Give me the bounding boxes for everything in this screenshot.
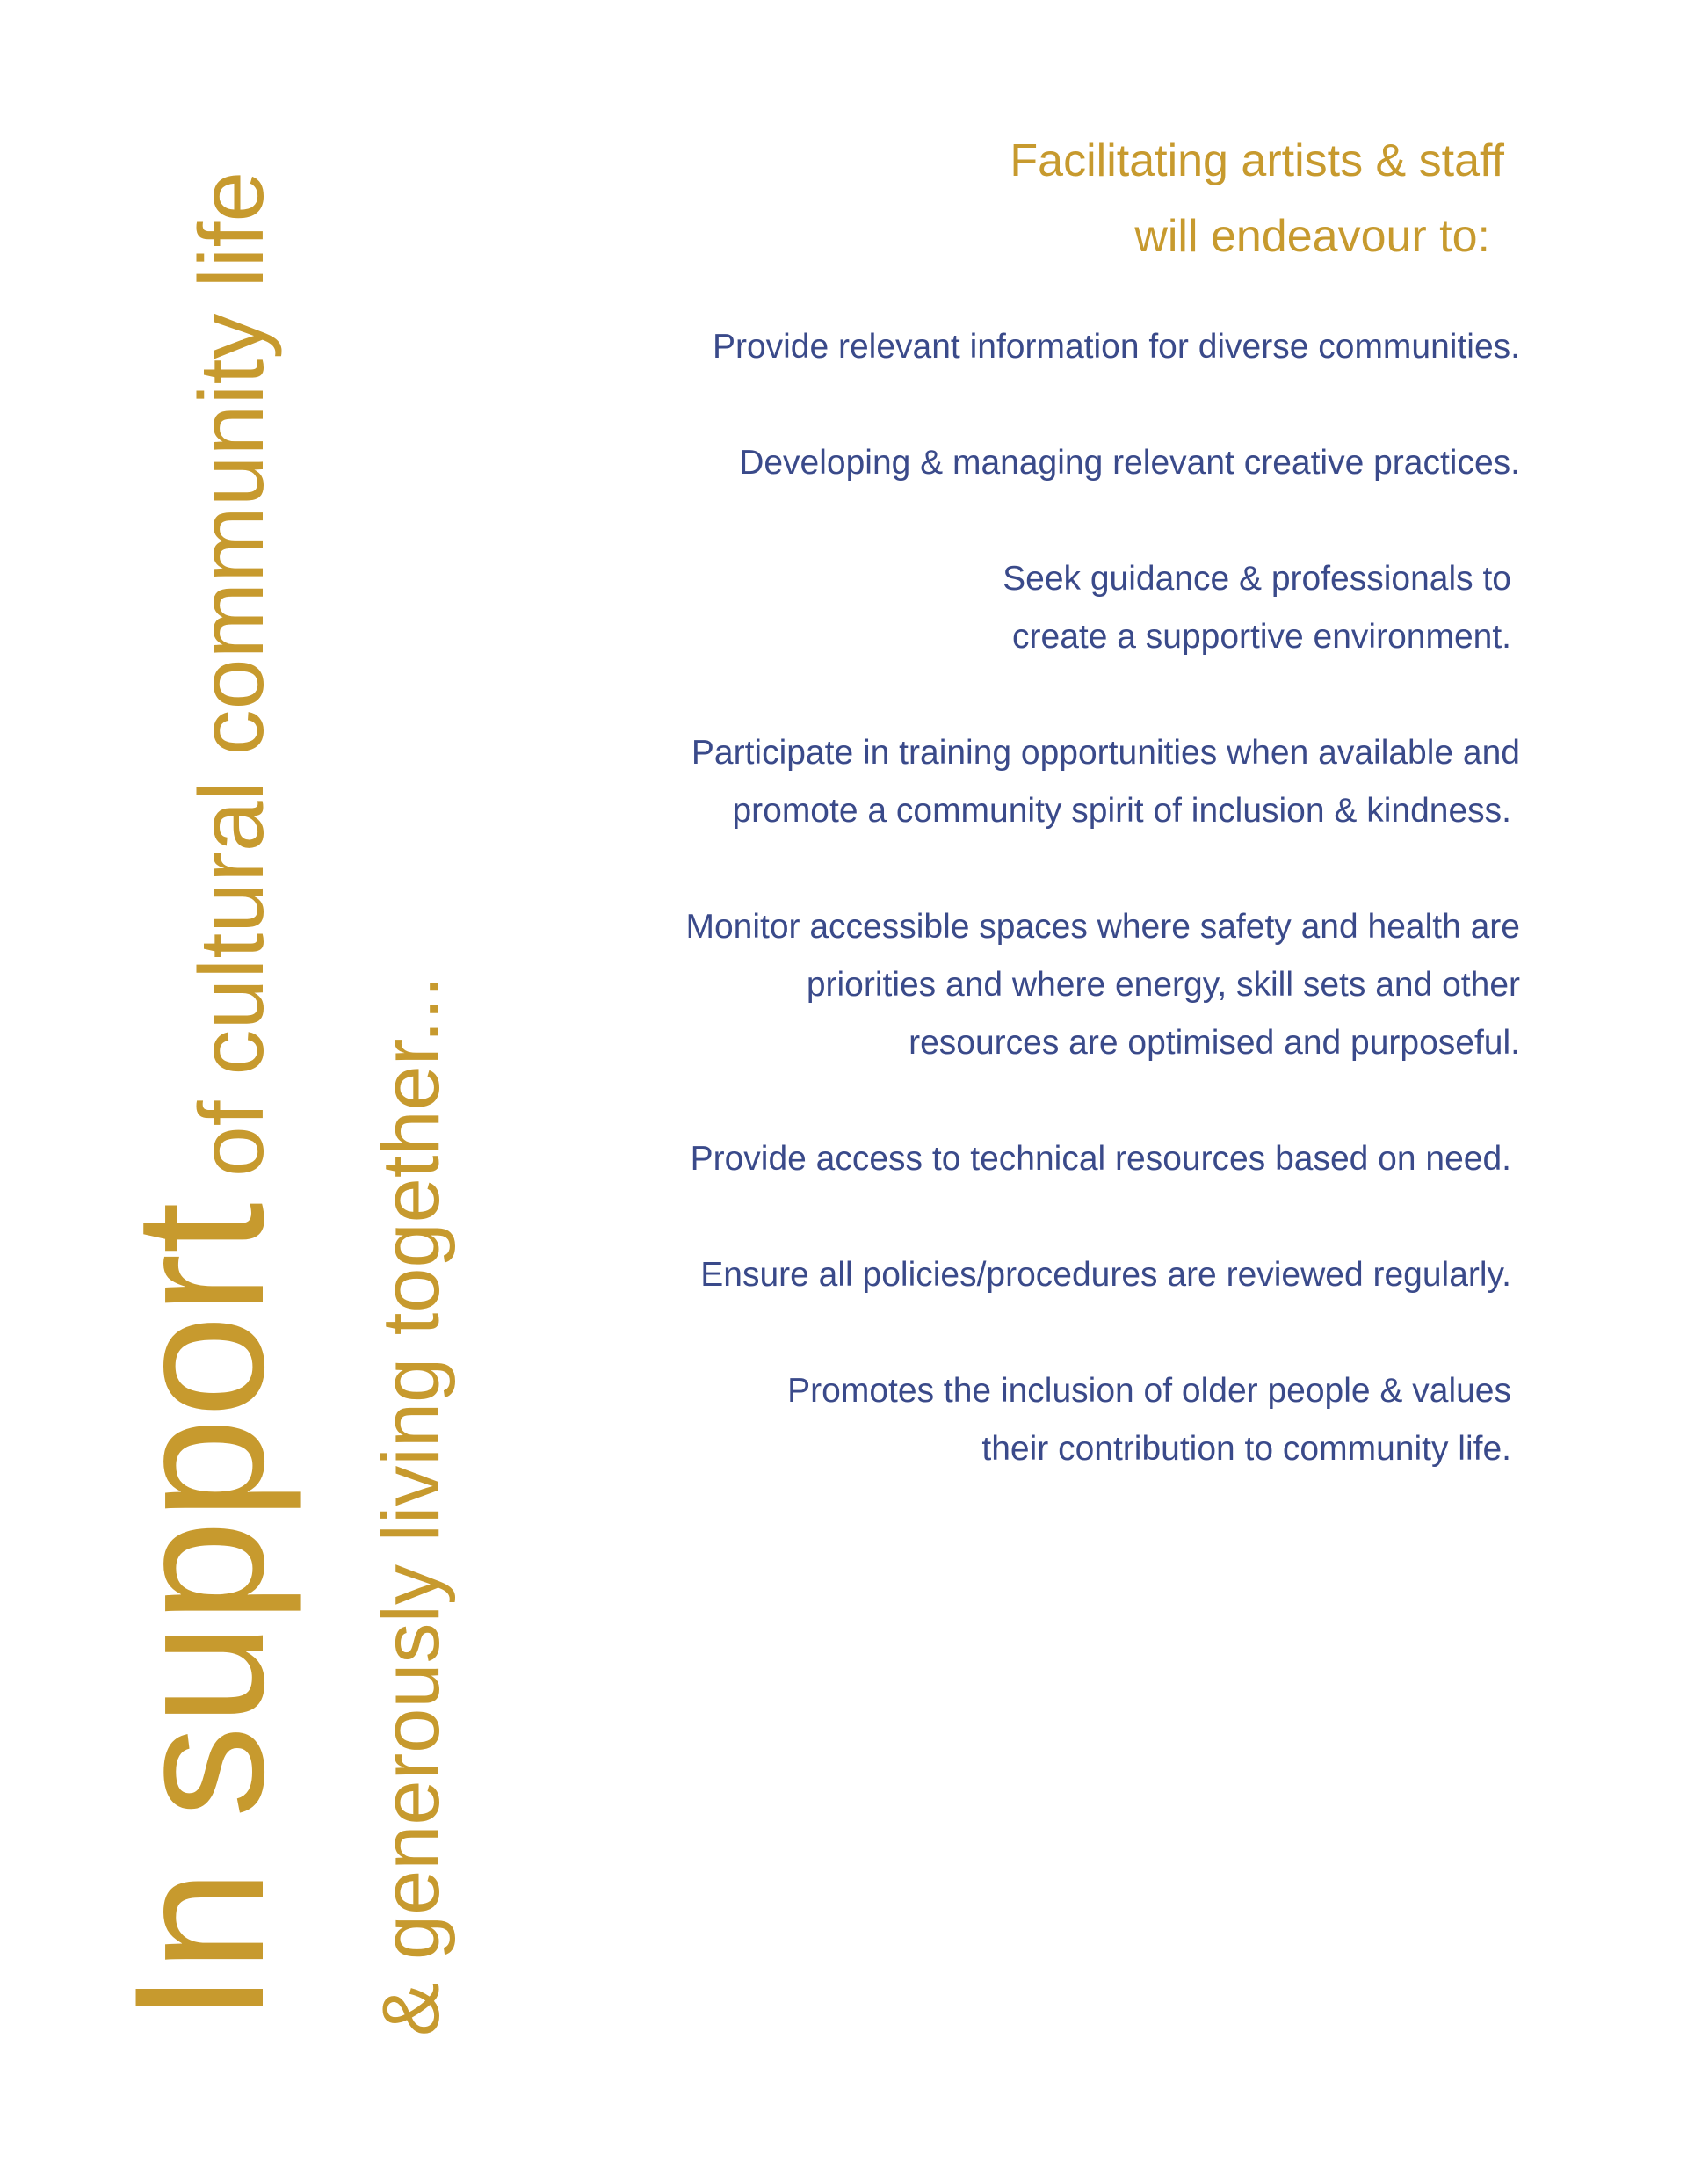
item-line: Provide access to technical resources based on need. [690,1140,1511,1178]
item-line: Provide relevant information for diverse communities. [712,328,1520,366]
title-cultural-community-life: of cultural community life [181,171,283,1203]
item-line: Seek guidance & professionals to [1003,560,1511,598]
title-in-support: In support [96,1202,302,2023]
list-item [554,724,1520,840]
title-living-together: & generously living together... [366,976,456,2036]
item-line: Participate in training opportunities when available and [691,734,1520,772]
heading-line-1: Facilitating artists & staff [1010,135,1504,186]
item-line: Ensure all policies/procedures are reviewed regularly. [700,1256,1511,1294]
section-heading [1010,123,1504,274]
list-item [554,898,1520,1072]
list-item [554,1246,1520,1304]
list-item [554,1130,1520,1188]
list-item [554,318,1520,376]
vertical-title-line-2 [358,976,464,2036]
vertical-title-line-1 [96,171,302,2023]
heading-line-2: will endeavour to: [1134,211,1490,262]
item-line: Developing & managing relevant creative practices. [739,444,1520,482]
item-line: create a supportive environment. [1012,618,1511,656]
list-item [554,1362,1520,1478]
list-item [554,434,1520,492]
item-line: promote a community spirit of inclusion & kindness. [732,792,1511,830]
item-line: priorities and where energy, skill sets and other [806,966,1520,1004]
commitments-list [554,318,1520,1536]
item-line: Monitor accessible spaces where safety and health are [685,908,1520,946]
list-item [554,550,1520,666]
item-line: their contribution to community life. [981,1430,1511,1468]
item-line: Promotes the inclusion of older people & values [787,1372,1511,1410]
item-line: resources are optimised and purposeful. [909,1024,1520,1062]
